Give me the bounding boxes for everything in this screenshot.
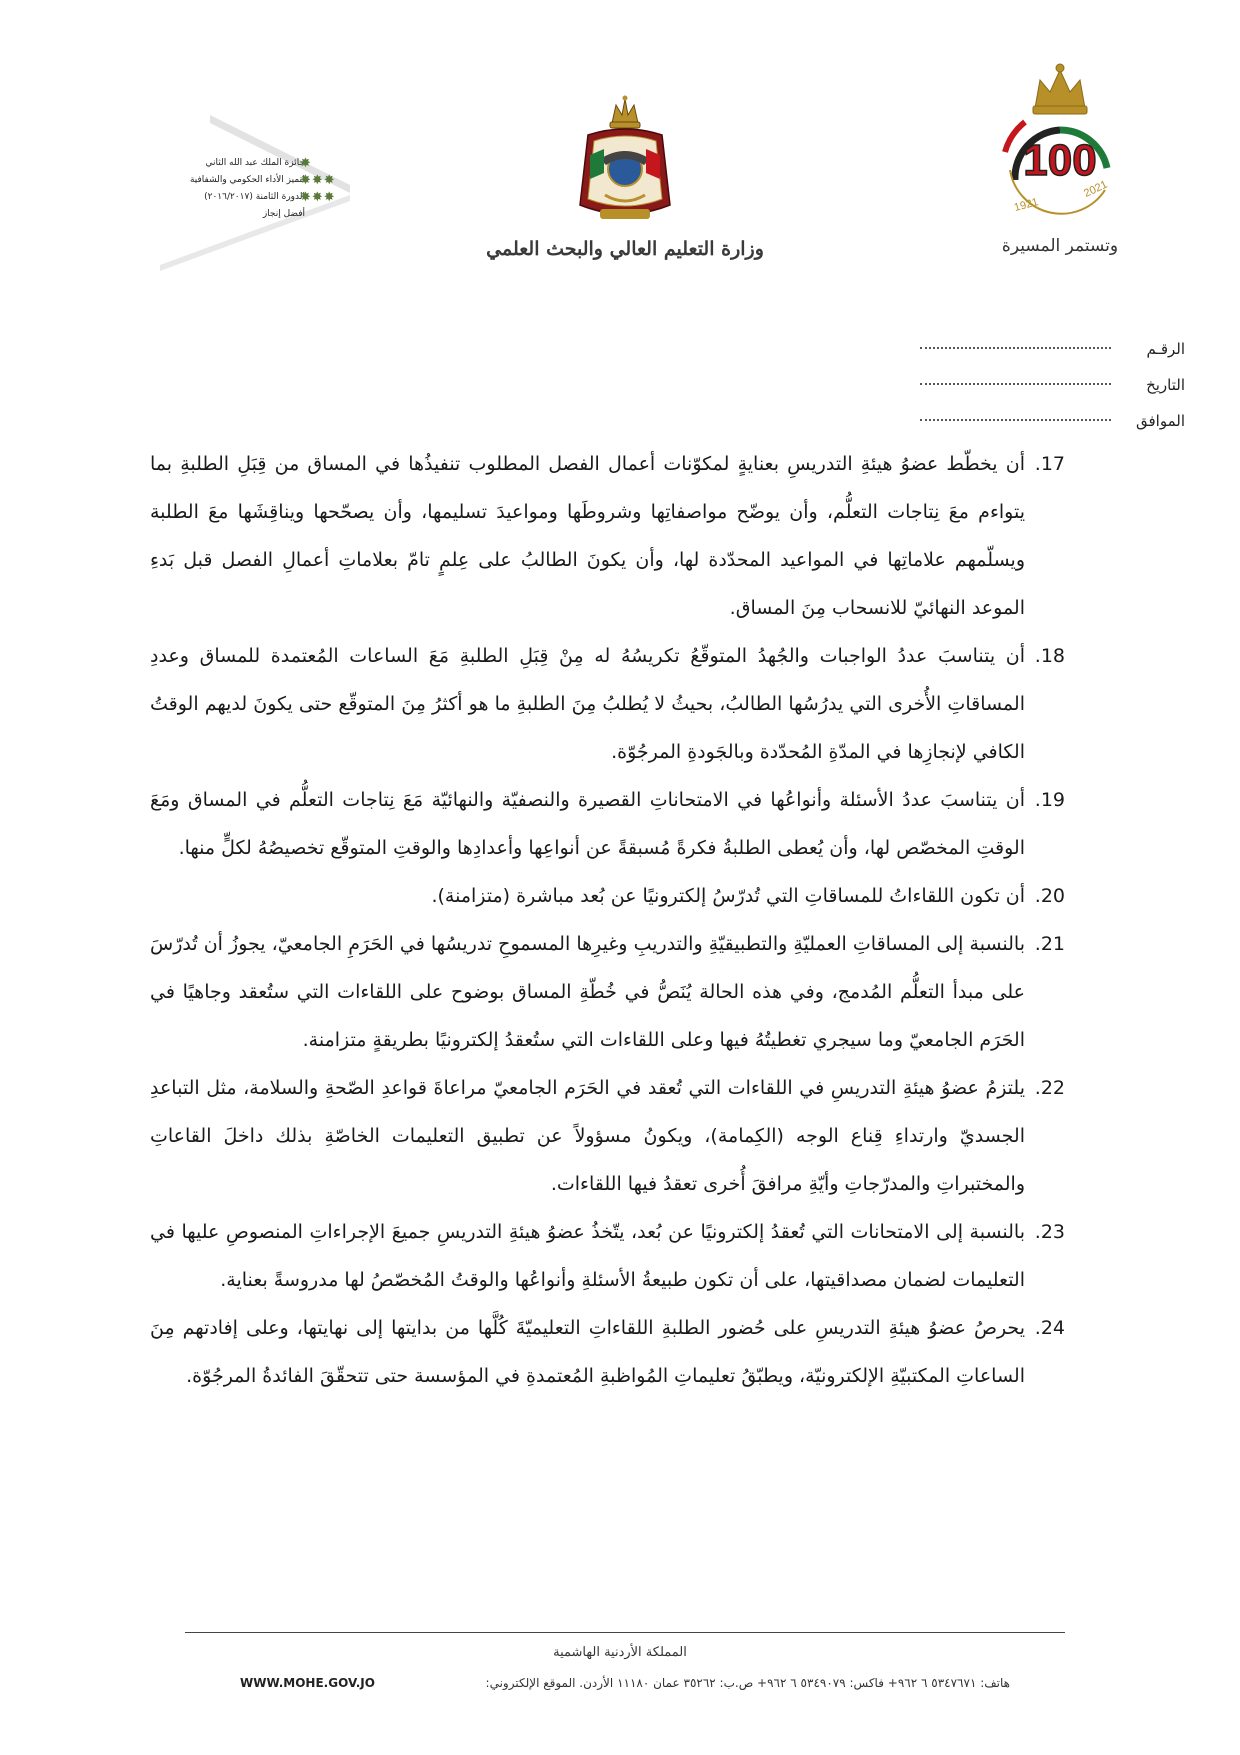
regulation-number: 20. [1034, 885, 1065, 907]
award-line-3: الدورة الثامنة (٢٠١٦/٢٠١٧) [204, 192, 305, 202]
footer-contact [240, 1676, 1010, 1690]
regulation-item [150, 776, 1065, 872]
coat-of-arms-emblem [570, 95, 680, 235]
date-label: التاريخ [1146, 376, 1185, 394]
reference-number-blank [920, 339, 1111, 349]
award-line-4: أفضل إنجاز [262, 209, 305, 219]
date-blank [920, 375, 1111, 385]
award-line-1: جائزة الملك عبد الله الثاني [205, 158, 305, 168]
regulation-text: بالنسبة إلى المساقاتِ العمليّةِ والتطبيقيّةِ والتدريبِ وغيرِها المسموحِ تدريسُها في الحَرَمِ الجامعيّ، يجوزُ أن تُدرّسَ على مبدأ التعلُّم المُدمج، وفي هذه الحالة يُنَصُّ في خُطّةِ المساق بوضوح على اللقاءات التي ستُعقد وجاهيًا في الحَرَم الجامعيّ وما سيجري تغطيتُهُ فيها وعلى اللقاءات التي ستُعقدُ إلكترونيًا بطريقةٍ متزامنة. [150, 933, 1025, 1051]
regulation-item [150, 440, 1065, 632]
corresponding-date-blank [920, 411, 1111, 421]
regulation-text: أن تكون اللقاءاتُ للمساقاتِ التي تُدرّسُ إلكترونيًا عن بُعد مباشرة (متزامنة). [431, 885, 1025, 907]
letterhead [0, 0, 1240, 300]
regulation-text: يحرصُ عضوُ هيئةِ التدريسِ على حُضور الطلبةِ اللقاءاتِ التعليميّةَ كُلَّها من بدايتها إلى نهايتها، وعلى إفادتهم مِنَ الساعاتِ المكتبيّةِ الإلكترونيّة، ويطبّقُ تعليماتِ المُواظبةِ المُعتمدةِ في المؤسسة حتى تتحقّقَ الفائدةُ المرجُوّة. [150, 1317, 1025, 1387]
ministry-name: وزارة التعليم العالي والبحث العلمي [486, 238, 764, 260]
regulation-text: بالنسبة إلى الامتحانات التي تُعقدُ إلكترونيًا عن بُعد، يتّخذُ عضوُ هيئةِ التدريسِ جميعَ الإجراءاتِ المنصوصِ عليها في التعليمات لضمان مصداقيتها، على أن تكون طبيعةُ الأسئلةِ وأنواعُها والوقتُ المُخصّصُ لها مدروسةً بعناية. [150, 1221, 1025, 1291]
regulation-item [150, 872, 1065, 920]
centenary-crown-emblem [985, 60, 1135, 230]
footer-divider [185, 1632, 1065, 1633]
regulation-item [150, 1304, 1065, 1400]
footer-country: المملكة الأردنية الهاشمية [553, 1645, 687, 1660]
award-line-2: لتميز الأداء الحكومي والشفافية [189, 175, 305, 185]
corresponding-date-label: الموافق [1135, 412, 1185, 430]
regulation-item [150, 1208, 1065, 1304]
centenary-logo [985, 60, 1135, 265]
award-star-icon [300, 206, 350, 223]
regulation-text: أن يتناسبَ عددُ الأسئلة وأنواعُها في الامتحاناتِ القصيرة والنصفيّة والنهائيّة مَعَ نِتاجات التعلُّم في المساق ومَعَ الوقتِ المخصّص لها، وأن يُعطى الطلبةُ فكرةً مُسبقةً عن أنواعِها وأعدادِها والوقتِ المتوقّع تخصيصُهُ لكلٍّ منها. [150, 789, 1025, 859]
regulation-item [150, 1064, 1065, 1208]
corresponding-date-row [920, 394, 1185, 430]
centenary-year-start: 1921 [1012, 196, 1040, 215]
footer-website-link[interactable]: WWW.MOHE.GOV.JO [240, 1676, 375, 1690]
regulation-number: 19. [1034, 789, 1065, 811]
reference-number-label: الرقـم [1146, 340, 1185, 358]
regulation-number: 21. [1034, 933, 1065, 955]
regulation-item [150, 632, 1065, 776]
date-row [920, 358, 1185, 394]
reference-number-row [920, 322, 1185, 358]
regulation-number: 23. [1034, 1221, 1065, 1243]
centenary-slogan: وتستمر المسيرة [1001, 236, 1119, 256]
regulation-number: 22. [1034, 1077, 1065, 1099]
regulation-text: أن يتناسبَ عددُ الواجبات والجُهدُ المتوقّعُ تكريسُهُ له مِنْ قِبَلِ الطلبةِ مَعَ الساعات المُعتمدة للمساق وعددِ المساقاتِ الأُخرى التي يدرُسُها الطالبُ، بحيثُ لا يُطلبُ مِنَ الطلبةِ ما هو أكثرُ مِنَ المتوقّع حتى يكونَ لديهم الوقتُ الكافي لإنجازِها في المدّةِ المُحدّدة وبالجَودةِ المرجُوّة. [150, 645, 1025, 763]
reference-fields [920, 322, 1185, 430]
award-star-icon: ✸✸✸ [300, 173, 336, 188]
regulations-list [150, 440, 1065, 1400]
award-star-icon: ✸✸✸ [300, 190, 336, 205]
regulation-text: أن يخطّط عضوُ هيئةِ التدريسِ بعنايةٍ لمكوّنات أعمال الفصل المطلوب تنفيذُها في المساق من قِبَلِ الطلبةِ بما يتواءم معَ نِتاجات التعلُّم، وأن يوضّح مواصفاتِها وشروطَها ومواعيدَ تسليمها، وأن يصحّحها ويناقِشَها معَ الطلبة ويسلّمهم علاماتِها في المواعيد المحدّدة لها، وأن يكونَ الطالبُ على عِلمٍ تامّ بعلاماتِ أعمالِ الفصل قبل بَدءِ الموعد النهائيّ للانسحاب مِنَ المساق. [150, 453, 1025, 619]
regulation-text: يلتزمُ عضوُ هيئةِ التدريسِ في اللقاءات التي تُعقد في الحَرَم الجامعيّ مراعاةَ قواعدِ الصّحةِ والسلامة، مثل التباعدِ الجسديّ وارتداءِ قِناع الوجه (الكِمامة)، ويكونُ مسؤولاً عن تطبيق التعليمات الخاصّةِ بذلك داخلَ القاعاتِ والمختبراتِ والمدرّجاتِ وأيّةِ مرافقَ أُخرى تعقدُ فيها اللقاءات. [150, 1077, 1025, 1195]
king-abdullah-award-badge [150, 115, 350, 275]
regulation-item [150, 920, 1065, 1064]
award-star-icon: ✸ [300, 156, 312, 171]
regulation-number: 17. [1034, 453, 1065, 475]
regulation-number: 24. [1034, 1317, 1065, 1339]
regulation-number: 18. [1034, 645, 1065, 667]
centenary-number: 100 [1023, 136, 1097, 185]
footer-address: هاتف: ٥٣٤٧٦٧١ ٦ ٩٦٢+ فاكس: ٥٣٤٩٠٧٩ ٦ ٩٦٢+ ص.ب: ٣٥٢٦٢ عمان ١١١٨٠ الأردن. الموقع الإلكتروني: [485, 1676, 1010, 1690]
centenary-year-end: 2021 [1082, 178, 1110, 200]
